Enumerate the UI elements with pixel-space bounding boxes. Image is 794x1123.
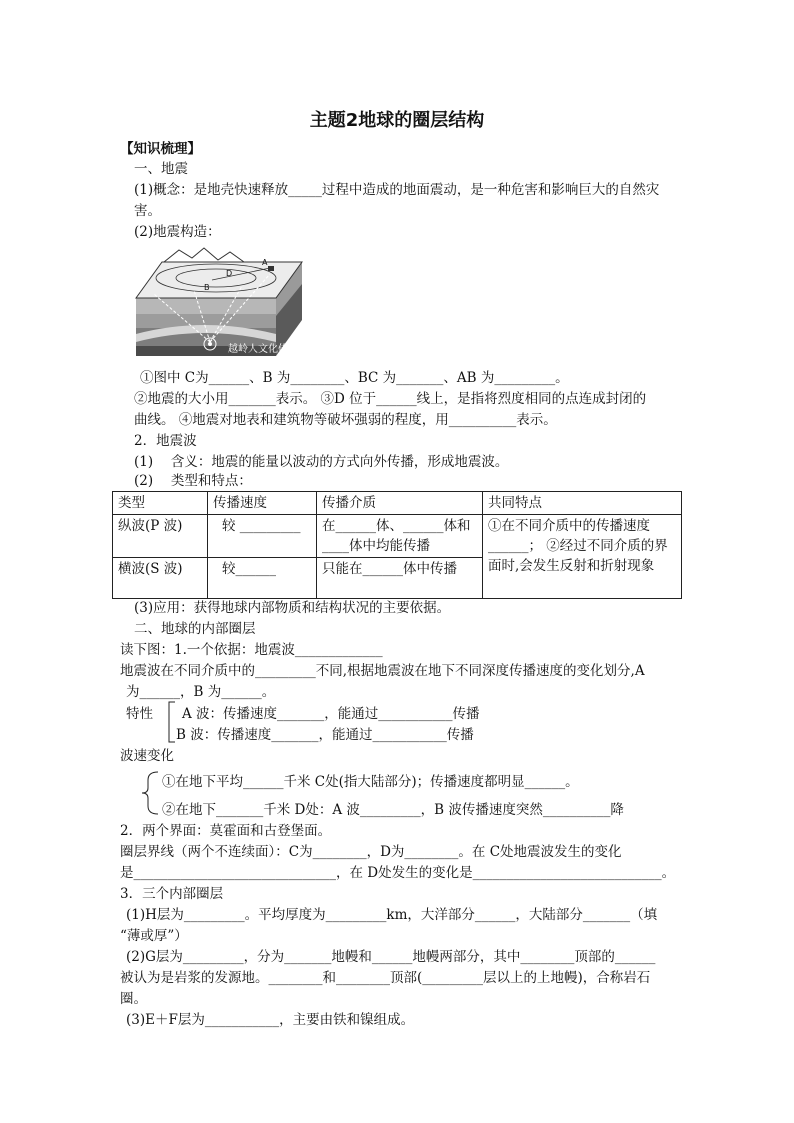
label-a: A xyxy=(262,258,268,267)
seismic-wave-heading: 2．地震波 xyxy=(134,433,197,449)
header-cell: 类型 xyxy=(113,492,208,515)
watermark-text: 越岭人文化传播 xyxy=(228,344,298,355)
header-cell: 传播速度 xyxy=(208,492,317,515)
question-1: ①图中 C为______、B 为________、BC 为_______、AB 为_________。 xyxy=(140,370,569,386)
block-top-face xyxy=(136,262,302,298)
feature-bracket xyxy=(162,700,176,744)
feature-a-wave: A 波：传播速度_______，能通过___________传播 xyxy=(182,706,480,722)
common-features: ①在不同介质中的传播速度______； ②经过不同介质的界面时,会发生反射和折射现象 xyxy=(483,515,682,599)
feature-label: 特性 xyxy=(126,706,153,722)
h-layer-line-1: (1)H层为_________。平均厚度为_________km，大洋部分______，大陆部分_______（填 xyxy=(126,907,658,923)
wave-meaning: (1) 含义：地震的能量以波动的方式向外传播，形成地震波。 xyxy=(134,454,509,470)
speed-change-1: ①在地下平均______千米 C处(指大陆部分)；传播速度都明显______。 xyxy=(162,774,579,790)
table-row xyxy=(113,515,682,558)
question-3: 曲线。 ④地震对地表和建筑物等破坏强弱的程度，用__________表示。 xyxy=(134,412,557,428)
h-layer-line-2: “薄或厚”） xyxy=(120,928,188,944)
three-layers-heading: 3．三个内部圈层 xyxy=(120,886,224,902)
label-d: D xyxy=(226,269,233,278)
house-icon xyxy=(268,266,274,271)
s-wave-type: 横波(S 波) xyxy=(113,558,208,599)
p-wave-medium: 在______体、______体和____体中均能传播 xyxy=(317,515,483,558)
s-wave-speed: 较______ xyxy=(208,558,317,599)
p-wave-type: 纵波(P 波) xyxy=(113,515,208,558)
concept-line-1: (1)概念：是地壳快速释放_____过程中造成的地面震动，是一种危害和影响巨大的自然灾 xyxy=(134,182,660,198)
question-2: ②地震的大小用_______表示。 ③D 位于______线上，是指将烈度相同的点连成封闭的 xyxy=(134,391,647,407)
g-layer-line-1: (2)G层为_________，分为_______地幔和______地幔两部分，其中________顶部的______ xyxy=(126,949,656,965)
boundary-line-1: 圈层界线（两个不连续面）：C为________，D为________。在 C处地震波发生的变化 xyxy=(120,844,622,860)
seismic-wave-table xyxy=(112,491,682,599)
feature-b-wave: B 波：传播速度_______，能通过___________传播 xyxy=(176,727,474,743)
earthquake-heading: 一、地震 xyxy=(134,161,188,177)
speed-change-label: 波速变化 xyxy=(120,748,174,764)
earthquake-structure-figure xyxy=(134,246,304,360)
boundary-line-2: 是______________________________，在 D处发生的变化是____________________________。 xyxy=(120,865,676,881)
speed-change-2: ②在地下_______千米 D处：A 波_________，B 波传播速度突然__________降 xyxy=(162,802,624,818)
section-header: 【知识梳理】 xyxy=(120,141,201,157)
interfaces-line: 2．两个界面：莫霍面和古登堡面。 xyxy=(120,823,332,839)
header-cell: 传播介质 xyxy=(317,492,483,515)
label-b: B xyxy=(204,283,210,292)
structure-label: (2)地震构造： xyxy=(134,224,221,240)
s-wave-medium: 只能在______体中传播 xyxy=(317,558,483,599)
ef-layer-line: (3)E＋F层为___________，主要由铁和镍组成。 xyxy=(126,1012,415,1028)
g-layer-line-3: 圈。 xyxy=(120,991,147,1007)
concept-line-2: 害。 xyxy=(134,203,161,219)
speed-change-brace xyxy=(140,770,160,816)
g-layer-line-2: 被认为是岩浆的发源地。________和________顶部(_________层以上的上地幔)，合称岩石 xyxy=(120,970,651,986)
read-figure-line: 读下图：1.一个依据：地震波_____________ xyxy=(120,642,383,658)
table-header-row xyxy=(113,492,682,515)
wave-division-line-2: 为______，B 为______。 xyxy=(126,684,276,700)
wave-division-line-1: 地震波在不同介质中的_________不同,根据地震波在地下不同深度传播速度的变化划分,A xyxy=(120,663,645,679)
wave-types-label: (2) 类型和特点： xyxy=(134,473,252,489)
page-title: 主题2地球的圈层结构 xyxy=(309,110,485,131)
p-wave-speed: 较 _________ xyxy=(208,515,317,558)
application-line: (3)应用：获得地球内部物质和结构状况的主要依据。 xyxy=(134,600,451,616)
header-cell: 共同特点 xyxy=(483,492,682,515)
inner-layers-heading: 二、地球的内部圈层 xyxy=(134,621,256,637)
